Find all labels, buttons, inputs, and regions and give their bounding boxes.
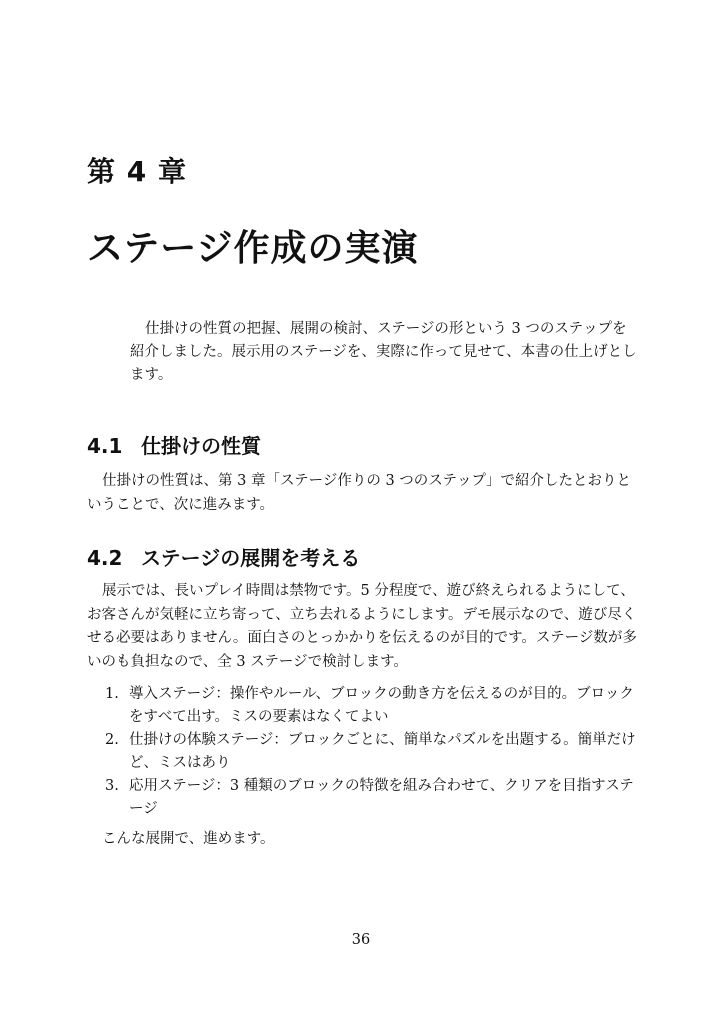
chapter-label: 第 4 章: [87, 155, 187, 188]
list-item: [105, 729, 645, 775]
chapter-title: ステージ作成の実演: [87, 228, 419, 269]
section-number: 4.1: [87, 434, 123, 458]
list-item-text: 導入ステージ：操作やルール、ブロックの動き方を伝えるのが目的。ブロックをすべて出す。ミスの要素はなくてよい: [129, 686, 634, 725]
section-number: 4.2: [87, 546, 123, 570]
list-marker: 2.: [105, 732, 119, 748]
list-item: [105, 683, 645, 729]
section-heading-4-2: [87, 542, 360, 571]
section-body-4-2: 展示では、長いプレイ時間は禁物です。5 分程度で、遊び終えられるようにして、お客さんが気軽に立ち寄って、立ち去れるようにします。デモ展示なので、遊び尽くせる必要はありません。面白さのとっかかりを伝えるのが目的です。ステージ数が多いのも負担なので、全 3 ステージで検討します。: [87, 583, 637, 670]
closing-text: こんな展開で、進めます。: [102, 831, 275, 847]
list-item-text: 応用ステージ：3 種類のブロックの特徴を組み合わせて、クリアを目指すステージ: [129, 778, 634, 817]
list-marker: 3.: [105, 778, 119, 794]
page-number: 36: [351, 932, 371, 948]
section-title: ステージの展開を考える: [141, 546, 361, 570]
list-item-text: 仕掛けの体験ステージ：ブロックごとに、簡単なパズルを出題する。簡単だけど、ミスはあり: [129, 732, 636, 771]
section-title: 仕掛けの性質: [141, 434, 261, 458]
section-body-4-1: 仕掛けの性質は、第 3 章「ステージ作りの 3 つのステップ」で紹介したとおりということで、次に進みます。: [87, 473, 632, 513]
list-marker: 1.: [105, 686, 119, 702]
section-heading-4-1: [87, 430, 261, 459]
list-item: [105, 775, 645, 821]
stage-list: [105, 683, 645, 821]
chapter-intro: 仕掛けの性質の把握、展開の検討、ステージの形という 3 つのステップを紹介しました。展示用のステージを、実際に作って見せて、本書の仕上げとします。: [130, 321, 637, 383]
